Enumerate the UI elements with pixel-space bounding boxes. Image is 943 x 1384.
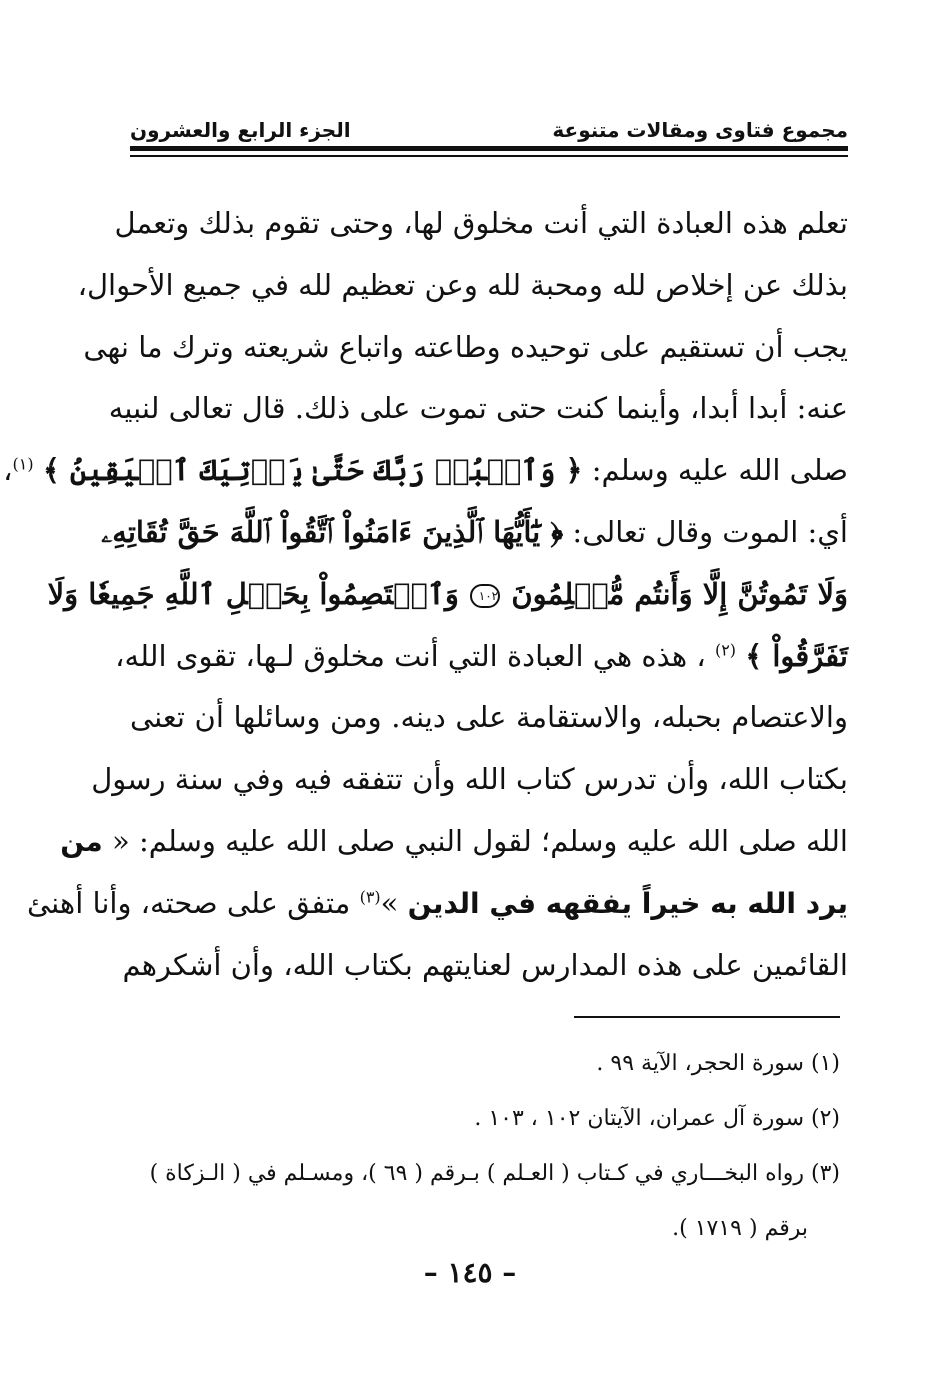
footnote-ref: (١) [12,454,34,474]
footnote-ref: (٣) [359,887,381,907]
quran-verse: ﴿ يَٰٓأَيُّهَا ٱلَّذِينَ ءَامَنُواْ ٱتَّقُواْ ٱللَّهَ حَقَّ تُقَاتِهِۦ [101,514,564,549]
text-line [101,502,848,564]
ayah-number-marker: ١٠٢ [470,584,500,608]
text-line: عنه: أبدا أبدا، وأينما كنت حتى تموت على ذلك. قال تعالى لنبيه [108,391,848,426]
hadith-text: يرد الله به خيراً يفقهه في الدين [407,886,848,920]
text-span: ، هذه هي العبادة التي أنت مخلوق لـها، تقوى الله، [115,638,715,673]
text-line [27,873,848,935]
text-span: صلى الله عليه وسلم: [582,453,848,488]
footnote-ref: (٢) [714,639,737,659]
text-line: والاعتصام بحبله، والاستقامة على دينه. ومن وسائلها أن تعنى [130,700,848,735]
running-header [130,104,848,142]
text-line: بكتاب الله، وأن تدرس كتاب الله وأن تتفقه فيه وفي سنة رسول [91,762,848,797]
body-text [3,193,848,996]
volume-label: الجزء الرابع والعشرون [130,118,351,142]
text-line [47,564,848,626]
quran-verse: ﴿ وَٱعۡبُدۡ رَبَّكَ حَتَّىٰ يَأۡتِيَكَ ٱلۡيَقِينُ ﴾ [42,453,583,488]
text-line: القائمين على هذه المدارس لعنايتهم بكتاب الله، وأن أشكرهم [122,947,848,982]
header-rule-thick [130,146,848,151]
footnote-separator [574,1016,840,1018]
header-rule-thin [130,155,848,157]
footnote-3: (٣) رواه البخـــاري في كـتاب ( العـلم ) بـرقم ( ٦٩ )، ومسـلم في ( الـزكاة ) [149,1161,840,1186]
text-span: ، [3,453,13,488]
footnote-2: (٢) سورة آل عمران، الآيتان ١٠٢ ، ١٠٣ . [474,1106,840,1131]
text-line: يجب أن تستقيم على توحيده وطاعته واتباع شريعته وترك ما نهى [83,329,848,364]
text-line: تعلم هذه العبادة التي أنت مخلوق لها، وحتى تقوم بذلك وتعمل [114,206,848,240]
text-line [115,626,848,688]
text-line [3,440,848,502]
footnotes [130,1036,840,1256]
text-span: » [380,885,408,920]
footnote-3-continuation: برقم ( ١٧١٩ ). [672,1216,808,1241]
footnote-1: (١) سورة الحجر، الآية ٩٩ . [596,1051,840,1076]
quran-verse: وَٱعۡتَصِمُواْ بِحَبۡلِ ٱللَّهِ جَمِيعٗا وَلَا [47,576,459,611]
text-span: أي: الموت وقال تعالى: [563,514,848,549]
book-title: مجموع فتاوى ومقالات متنوعة [552,118,848,142]
text-span: متفق على صحته، وأنا أهنئ [27,885,360,920]
page-number: – ١٤٥ – [423,1256,517,1289]
quran-verse: وَلَا تَمُوتُنَّ إِلَّا وَأَنتُم مُّسۡلِمُونَ [511,576,848,611]
text-line: بذلك عن إخلاص لله ومحبة لله وعن تعظيم لله في جميع الأحوال، [77,267,848,302]
quran-verse: تَفَرَّقُواْ ﴾ [745,638,848,673]
hadith-text: من [60,824,103,858]
text-span: الله صلى الله عليه وسلم؛ لقول النبي صلى الله عليه وسلم: « [102,823,848,858]
text-line [60,811,848,873]
